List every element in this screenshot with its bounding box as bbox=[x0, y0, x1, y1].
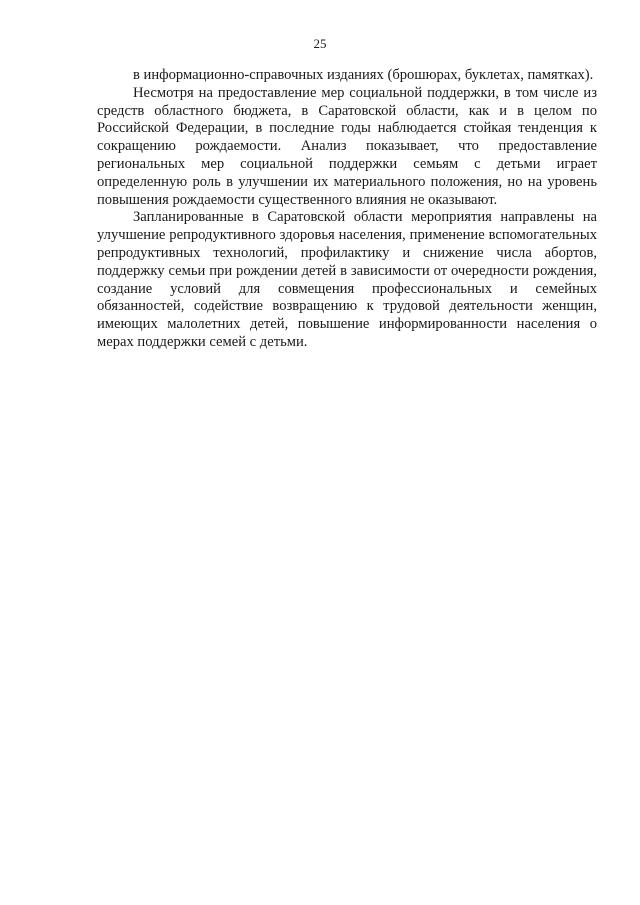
page-number: 25 bbox=[313, 36, 327, 51]
body-text bbox=[97, 67, 597, 352]
paragraph-continuation: в информационно-справочных изданиях (брошюрах, буклетах, памятках). bbox=[133, 67, 594, 83]
paragraph-planned-measures: Запланированные в Саратовской области мероприятия направлены на улучшение репродуктивного здоровья населения, применение вспомогательных репродуктивных технологий, профилактику и снижение числа абортов, поддержку семьи при рождении детей в зависимости от очередности рождения, создание условий для совмещения профессиональных и семейных обязанностей, содействие возвращению к трудовой деятельности женщин, имеющих малолетних детей, повышение информированности населения о мерах поддержки семей с детьми. bbox=[97, 209, 597, 350]
paragraph-social-support: Несмотря на предоставление мер социальной поддержки, в том числе из средств областного бюджета, в Саратовской области, как и в целом по Российской Федерации, в последние годы наблюдается стойкая тенденция к сокращению рождаемости. Анализ показывает, что предоставление региональных мер социальной поддержки семьям с детьми играет определенную роль в улучшении их материального положения, но на уровень повышения рождаемости существенного влияния не оказывают. bbox=[97, 84, 597, 208]
